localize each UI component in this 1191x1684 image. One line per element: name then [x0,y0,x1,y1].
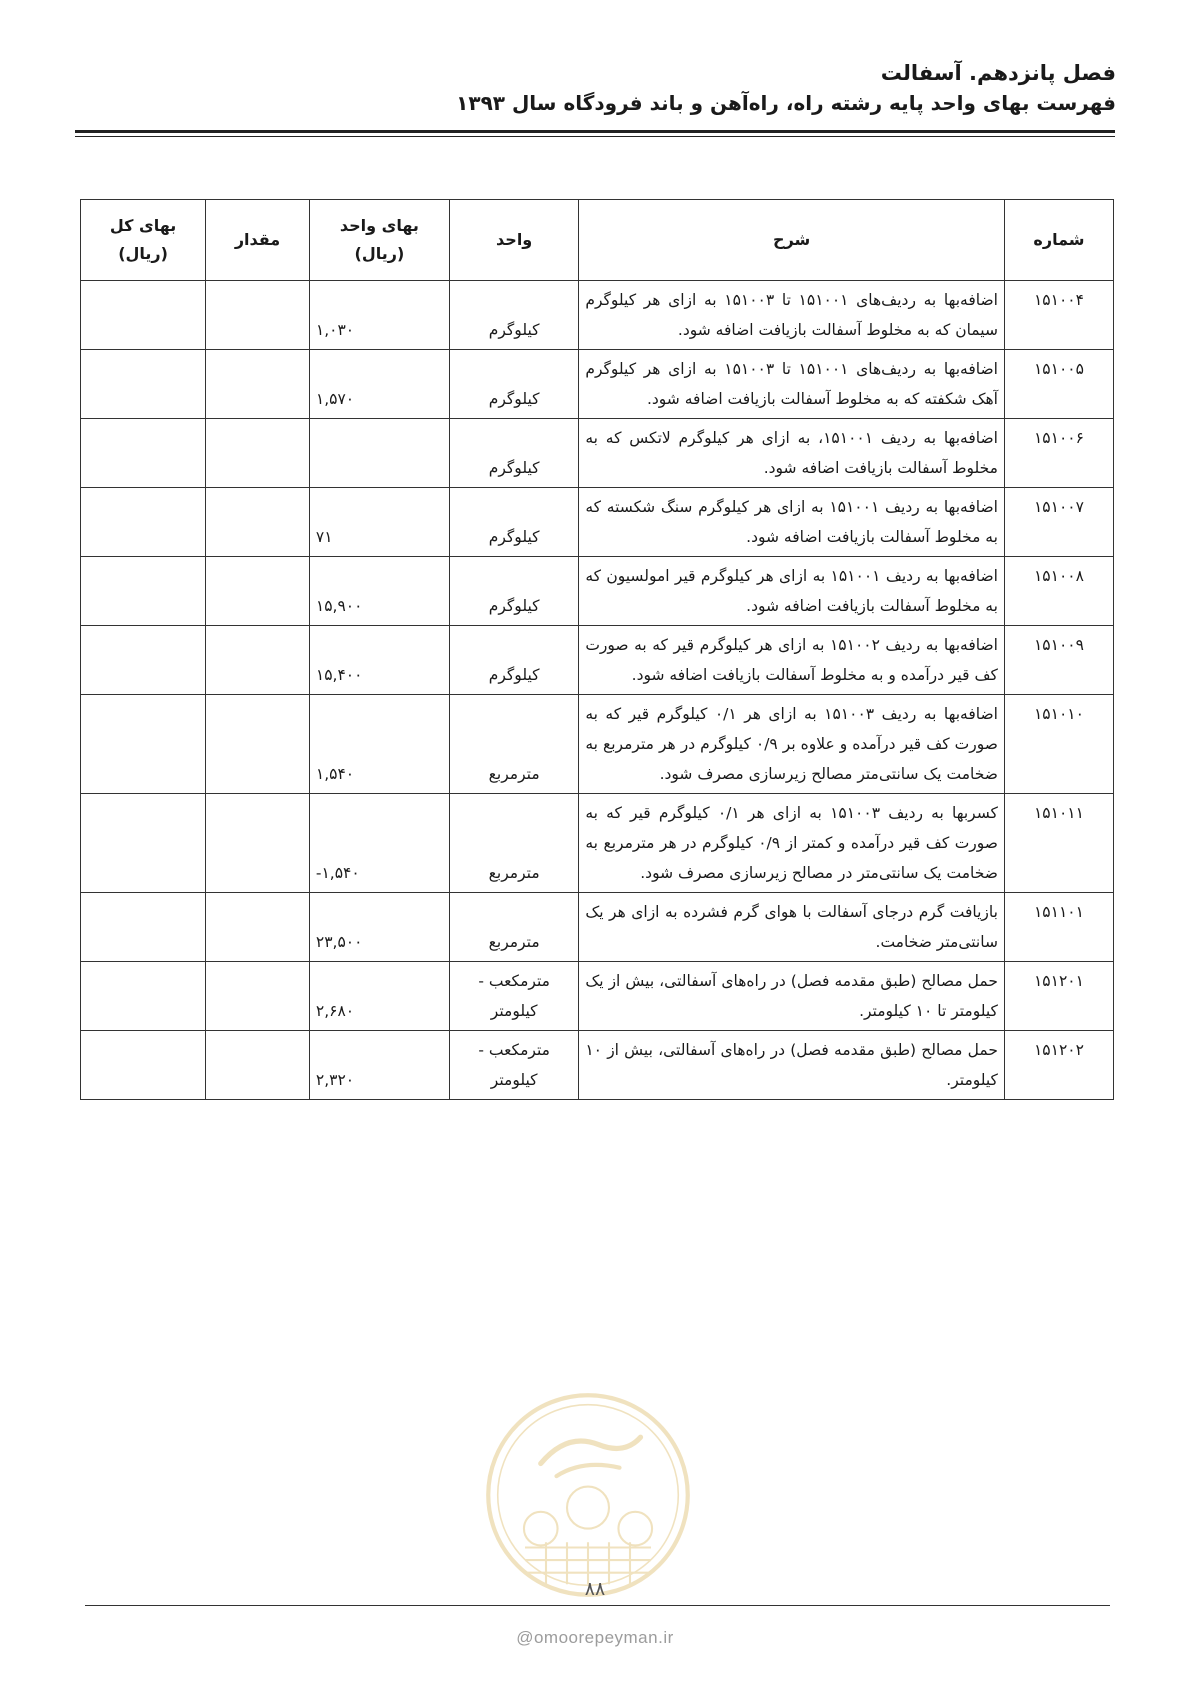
cell-total [81,488,206,557]
cell-unit: مترمربع [449,794,578,893]
cell-total [81,419,206,488]
cell-quantity [206,419,310,488]
cell-code: ۱۵۱۲۰۱ [1004,962,1113,1031]
table-body [81,281,1114,1100]
cell-unit: کیلوگرم [449,350,578,419]
cell-total [81,281,206,350]
price-list-title: فهرست بهای واحد پایه رشته راه، راه‌آهن و باند فرودگاه سال ۱۳۹۳ [456,91,1116,115]
cell-total [81,962,206,1031]
header-total-label: بهای کل [109,216,177,235]
cell-description: اضافه‌بها به ردیف‌های ۱۵۱۰۰۱ تا ۱۵۱۰۰۳ به ازای هر کیلوگرم سیمان که به مخلوط آسفالت بازیافت اضافه شود. [579,281,1005,350]
cell-code: ۱۵۱۰۱۰ [1004,695,1113,794]
cell-total [81,794,206,893]
chapter-title: فصل پانزدهم. آسفالت [880,61,1116,85]
header-code: شماره [1004,200,1113,281]
table-row [81,281,1114,350]
cell-unit: کیلوگرم [449,626,578,695]
seal-logo [483,1390,693,1600]
cell-quantity [206,695,310,794]
header-unit-price-label: بهای واحد [339,216,419,235]
cell-code: ۱۵۱۰۰۹ [1004,626,1113,695]
table-row [81,419,1114,488]
cell-unit-price: ۱۵,۴۰۰ [309,626,449,695]
cell-unit: مترمربع [449,695,578,794]
cell-unit: مترمکعب - کیلومتر [449,962,578,1031]
cell-quantity [206,350,310,419]
cell-unit-price: ۱,۵۷۰ [309,350,449,419]
cell-code: ۱۵۱۰۰۷ [1004,488,1113,557]
cell-description: اضافه‌بها به ردیف ۱۵۱۰۰۱، به ازای هر کیلوگرم لاتکس که به مخلوط آسفالت بازیافت اضافه شود. [579,419,1005,488]
cell-unit-price: ۲۳,۵۰۰ [309,893,449,962]
cell-description: اضافه‌بها به ردیف‌های ۱۵۱۰۰۱ تا ۱۵۱۰۰۳ به ازای هر کیلوگرم آهک شکفته که به مخلوط آسفالت بازیافت اضافه شود. [579,350,1005,419]
cell-code: ۱۵۱۲۰۲ [1004,1031,1113,1100]
cell-description: اضافه‌بها به ردیف ۱۵۱۰۰۲ به ازای هر کیلوگرم قیر که به صورت کف قیر درآمده و به مخلوط آسفالت بازیافت اضافه شود. [579,626,1005,695]
cell-total [81,557,206,626]
cell-unit-price: ۷۱ [309,488,449,557]
cell-unit-price: ۲,۳۲۰ [309,1031,449,1100]
cell-unit-price: ۱,۵۴۰ [309,695,449,794]
header-description: شرح [579,200,1005,281]
table-row [81,893,1114,962]
table-row [81,794,1114,893]
header-total-currency: (ریال) [118,244,168,263]
cell-description: حمل مصالح (طبق مقدمه فصل) در راه‌های آسفالتی، بیش از ۱۰ کیلومتر. [579,1031,1005,1100]
cell-quantity [206,281,310,350]
cell-description: اضافه‌بها به ردیف ۱۵۱۰۰۱ به ازای هر کیلوگرم قیر امولسیون که به مخلوط آسفالت بازیافت اضافه شود. [579,557,1005,626]
cell-unit-price: ۲,۶۸۰ [309,962,449,1031]
cell-quantity [206,794,310,893]
table-row [81,557,1114,626]
cell-unit: مترمربع [449,893,578,962]
cell-quantity [206,557,310,626]
cell-unit: کیلوگرم [449,281,578,350]
cell-code: ۱۵۱۰۰۶ [1004,419,1113,488]
cell-unit: مترمکعب - کیلومتر [449,1031,578,1100]
cell-description: کسربها به ردیف ۱۵۱۰۰۳ به ازای هر ۰/۱ کیلوگرم قیر که به صورت کف قیر درآمده و کمتر از ۰/۹ کیلوگرم در هر مترمربع به ضخامت یک سانتی‌متر در مصالح زیرسازی مصرف شود. [579,794,1005,893]
cell-total [81,350,206,419]
header-rule-thick [75,130,1115,133]
cell-quantity [206,962,310,1031]
cell-quantity [206,893,310,962]
table-row [81,1031,1114,1100]
footer-rule [85,1605,1110,1606]
header-total [81,200,206,281]
cell-total [81,893,206,962]
table-row [81,626,1114,695]
header-unit: واحد [449,200,578,281]
page-number: ۸۸ [584,1578,606,1600]
cell-code: ۱۵۱۰۱۱ [1004,794,1113,893]
cell-unit-price [309,419,449,488]
cell-code: ۱۵۱۱۰۱ [1004,893,1113,962]
watermark-text: @omoorepeyman.ir [516,1628,674,1647]
table-row [81,488,1114,557]
cell-code: ۱۵۱۰۰۸ [1004,557,1113,626]
cell-code: ۱۵۱۰۰۵ [1004,350,1113,419]
header-quantity: مقدار [206,200,310,281]
table-row [81,695,1114,794]
cell-unit-price: ۱,۰۳۰ [309,281,449,350]
cell-description: اضافه‌بها به ردیف ۱۵۱۰۰۱ به ازای هر کیلوگرم سنگ شکسته که به مخلوط آسفالت بازیافت اضافه شود. [579,488,1005,557]
header-unit-price-currency: (ریال) [354,244,405,263]
cell-description: حمل مصالح (طبق مقدمه فصل) در راه‌های آسفالتی، بیش از یک کیلومتر تا ۱۰ کیلومتر. [579,962,1005,1031]
page-header [76,58,1116,118]
cell-unit-price: -۱,۵۴۰ [309,794,449,893]
table-header-row [81,200,1114,281]
cell-unit: کیلوگرم [449,419,578,488]
header-unit-price [309,200,449,281]
cell-total [81,626,206,695]
cell-code: ۱۵۱۰۰۴ [1004,281,1113,350]
cell-unit: کیلوگرم [449,488,578,557]
table-row [81,350,1114,419]
cell-quantity [206,488,310,557]
price-table [80,199,1114,1100]
cell-quantity [206,1031,310,1100]
cell-total [81,695,206,794]
cell-description: بازیافت گرم درجای آسفالت با هوای گرم فشرده به ازای هر یک سانتی‌متر ضخامت. [579,893,1005,962]
header-rule-thin [75,136,1115,137]
cell-quantity [206,626,310,695]
table-row [81,962,1114,1031]
cell-description: اضافه‌بها به ردیف ۱۵۱۰۰۳ به ازای هر ۰/۱ کیلوگرم قیر که به صورت کف قیر درآمده و علاوه بر ۰/۹ کیلوگرم در هر مترمربع به ضخامت یک سانتی‌متر مصالح زیرسازی مصرف شود. [579,695,1005,794]
cell-total [81,1031,206,1100]
cell-unit: کیلوگرم [449,557,578,626]
cell-unit-price: ۱۵,۹۰۰ [309,557,449,626]
